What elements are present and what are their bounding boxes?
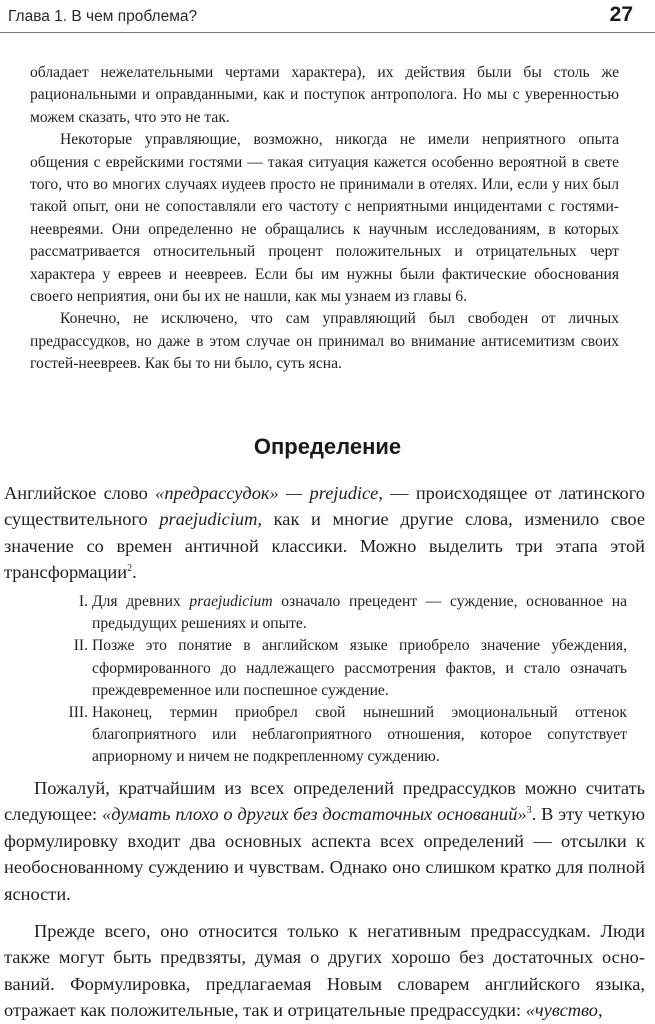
- list-marker: II.: [73, 637, 88, 655]
- footnote-ref: 2: [127, 563, 133, 575]
- page-number: 27: [609, 3, 633, 26]
- section-heading: Определение: [253, 434, 402, 459]
- list-item-text: Позже это понятие в английском языке приобрело значение убеждения, сформированного до надлежащего рассмотрения фактов, и стало означать преждевременное или поспешное суждение.: [92, 637, 627, 699]
- list-item-italic: praejudicium: [189, 593, 273, 610]
- paragraph-intro: [4, 480, 645, 586]
- short-def-text: Пожалуй, кратчайшим из всех определений предрассудков можно считать следующее:: [4, 778, 645, 825]
- list-marker: I.: [78, 593, 88, 610]
- intro-italic-term: «предрассудок» — prejudice,: [155, 483, 383, 503]
- paragraph-negative-prejudice: [4, 918, 645, 1024]
- short-def-quote: «думать плохо о других без достаточных оснований»: [102, 804, 527, 825]
- header-rule: [0, 32, 655, 33]
- list-marker: III.: [68, 704, 88, 722]
- paragraph-conclusion: Конечно, не исключено, что сам управляющий был свободен от личных предрассудков, но даже в этом случае он принимал во внимание антисемитизм своих гостей-неевреев. Как бы то ни было, суть ясна.: [30, 310, 619, 373]
- short-def-text: . В эту четкую формулировку входит два основных аспекта всех определений — отсылки к необоснованному суждению и чувствам. Однако оно слишком кратко для полной ясности.: [4, 804, 645, 904]
- list-item: [58, 702, 627, 769]
- intro-text-2: — происходящее от латинского существительного: [4, 483, 645, 530]
- opening-passage: [30, 62, 619, 376]
- definition-intro: [4, 480, 645, 586]
- list-item-text: Наконец, термин приобрел свой нынешний эмоциональный оттенок благоприятного или неблагоприятного отношения, которое сопутствует априорному и ничем не подкрепленному суждению.: [92, 704, 627, 766]
- paragraph-managers: Некоторые управляющие, возможно, никогда не имели неприятного опыта общения с еврейскими гостями — такая ситуация кажется особенно вероятной в свете того, что во многих случаях иудеев просто не принимали в отелях. Или, если у них был такой опыт, они не сопоставляли его частоту с неприятными инцидентами с гостями-неевреями. Они определенно не обращались к научным исследованиям, в которых рассматривается относительный процент положительных и отрицательных черт характера у евреев и неевреев. Если бы им нужны были фактические обоснования своего неприятия, они бы их не нашли, как мы узнаем из главы 6.: [30, 131, 619, 306]
- last-paragraph-text: Прежде всего, оно относится только к негативным предрассудкам. Люди также могут быть предвзяты, думая о других хорошо без достаточных оснований. Формулировка, предлагаемая Новым словарем английского языка, отражает как положительные, так и отрицательные предрассудки:: [4, 921, 645, 1021]
- list-item-text: означало прецедент — суждение, основанное на предыдущих решениях и опыте.: [92, 593, 627, 633]
- list-item: [58, 591, 627, 635]
- intro-italic-latin: praejudicium,: [159, 509, 263, 530]
- definition-discussion: [4, 775, 645, 1024]
- list-item: [58, 635, 627, 702]
- stages-list: [58, 591, 627, 769]
- paragraph-short-definition: [4, 775, 645, 907]
- list-item-text: Для древних: [92, 593, 190, 610]
- intro-end: .: [132, 562, 137, 583]
- intro-text-3: как и многие другие слова, изменило свое значение со времен античной классики. Можно выделить три этапа этой трансформации: [4, 509, 646, 583]
- footnote-ref: 3: [526, 805, 532, 817]
- intro-text-1: Английское слово: [4, 483, 156, 503]
- running-head: [8, 3, 633, 29]
- last-paragraph-italic: «чувство,: [525, 1000, 603, 1021]
- chapter-title: Глава 1. В чем проблема?: [8, 8, 198, 25]
- paragraph-continuation: обладает нежелательными чертами характера), их действия были бы столь же рациональными и оправданными, как и поступок антрополога. Но мы с уверенностью можем сказать, что это не так.: [30, 64, 619, 126]
